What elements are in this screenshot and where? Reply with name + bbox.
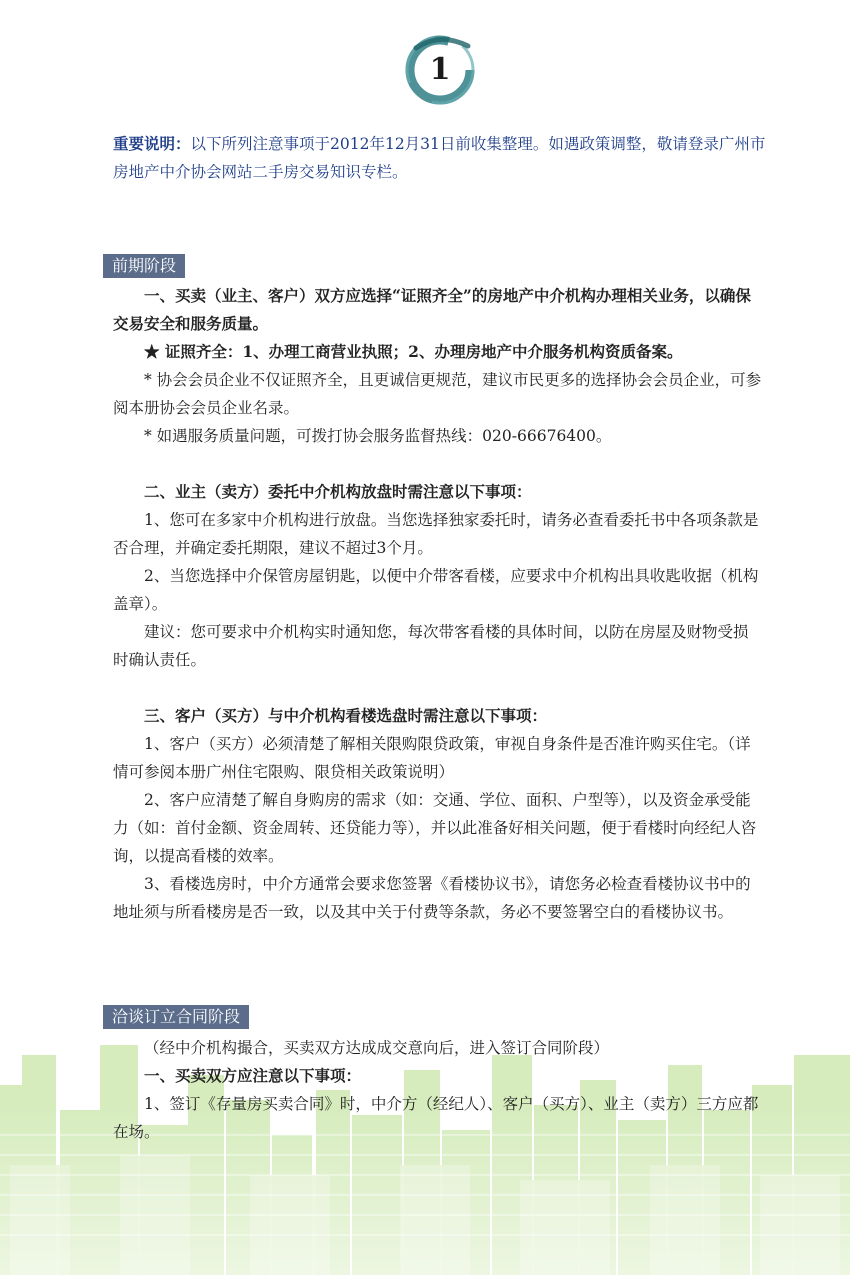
- early-stage-content: [113, 282, 763, 926]
- s1-note-member: * 协会会员企业不仅证照齐全，且更诚信更规范，建议市民更多的选择协会会员企业，可参阅本册协会会员企业名录。: [113, 371, 762, 417]
- notice-label: 重要说明：: [113, 134, 191, 153]
- contract-intro: （经中介机构撮合，买卖双方达成成交意向后，进入签订合同阶段）: [144, 1039, 610, 1057]
- s2-paragraph-1: 1、您可在多家中介机构进行放盘。当您选择独家委托时，请务必查看委托书中各项条款是否合理，并确定委托期限，建议不超过3个月。: [113, 511, 759, 557]
- s1-note-hotline: * 如遇服务质量问题，可拨打协会服务监督热线：020-66676400。: [144, 427, 612, 445]
- s2-heading: 二、业主（卖方）委托中介机构放盘时需注意以下事项：: [144, 482, 532, 501]
- s3-paragraph-2: 2、客户应清楚了解自身购房的需求（如：交通、学位、面积、户型等），以及资金承受能力（如：首付金额、资金周转、还贷能力等），并以此准备好相关问题，便于看楼时向经纪人咨询，以提高看楼的效率。: [113, 791, 757, 865]
- s3-heading: 三、客户（买方）与中介机构看楼选盘时需注意以下事项：: [144, 706, 548, 725]
- important-notice: [113, 130, 773, 186]
- contract-stage-content: [113, 1034, 763, 1146]
- contract-s1-paragraph-1: 1、签订《存量房买卖合同》时，中介方（经纪人）、客户（买方）、业主（卖方）三方应都在场。: [113, 1095, 759, 1141]
- s1-star-note: ★ 证照齐全：1、办理工商营业执照；2、办理房地产中介服务机构资质备案。: [144, 342, 683, 361]
- page-number: 1: [429, 52, 451, 87]
- section-header-early: 前期阶段: [103, 254, 185, 278]
- s3-paragraph-3: 3、看楼选房时，中介方通常会要求您签署《看楼协议书》，请您务必检查看楼协议书中的地址须与所看楼房是否一致，以及其中关于付费等条款，务必不要签署空白的看楼协议书。: [113, 875, 751, 921]
- contract-s1-heading: 一、买卖双方应注意以下事项：: [144, 1066, 362, 1085]
- s1-heading: 一、买卖（业主、客户）双方应选择“证照齐全”的房地产中介机构办理相关业务，以确保交易安全和服务质量。: [113, 286, 751, 333]
- s3-paragraph-1: 1、客户（买方）必须清楚了解相关限购限贷政策，审视自身条件是否准许购买住宅。（详情可参阅本册广州住宅限购、限贷相关政策说明）: [113, 735, 751, 781]
- s2-paragraph-2: 2、当您选择中介保管房屋钥匙，以便中介带客看楼，应要求中介机构出具收匙收据（机构盖章）。: [113, 567, 759, 613]
- notice-text: 以下所列注意事项于2012年12月31日前收集整理。如遇政策调整，敬请登录广州市房地产中介协会网站二手房交易知识专栏。: [113, 135, 766, 181]
- section-header-contract: 洽谈订立合同阶段: [103, 1005, 249, 1029]
- s2-paragraph-3: 建议：您可要求中介机构实时通知您，每次带客看楼的具体时间，以防在房屋及财物受损时确认责任。: [113, 623, 749, 669]
